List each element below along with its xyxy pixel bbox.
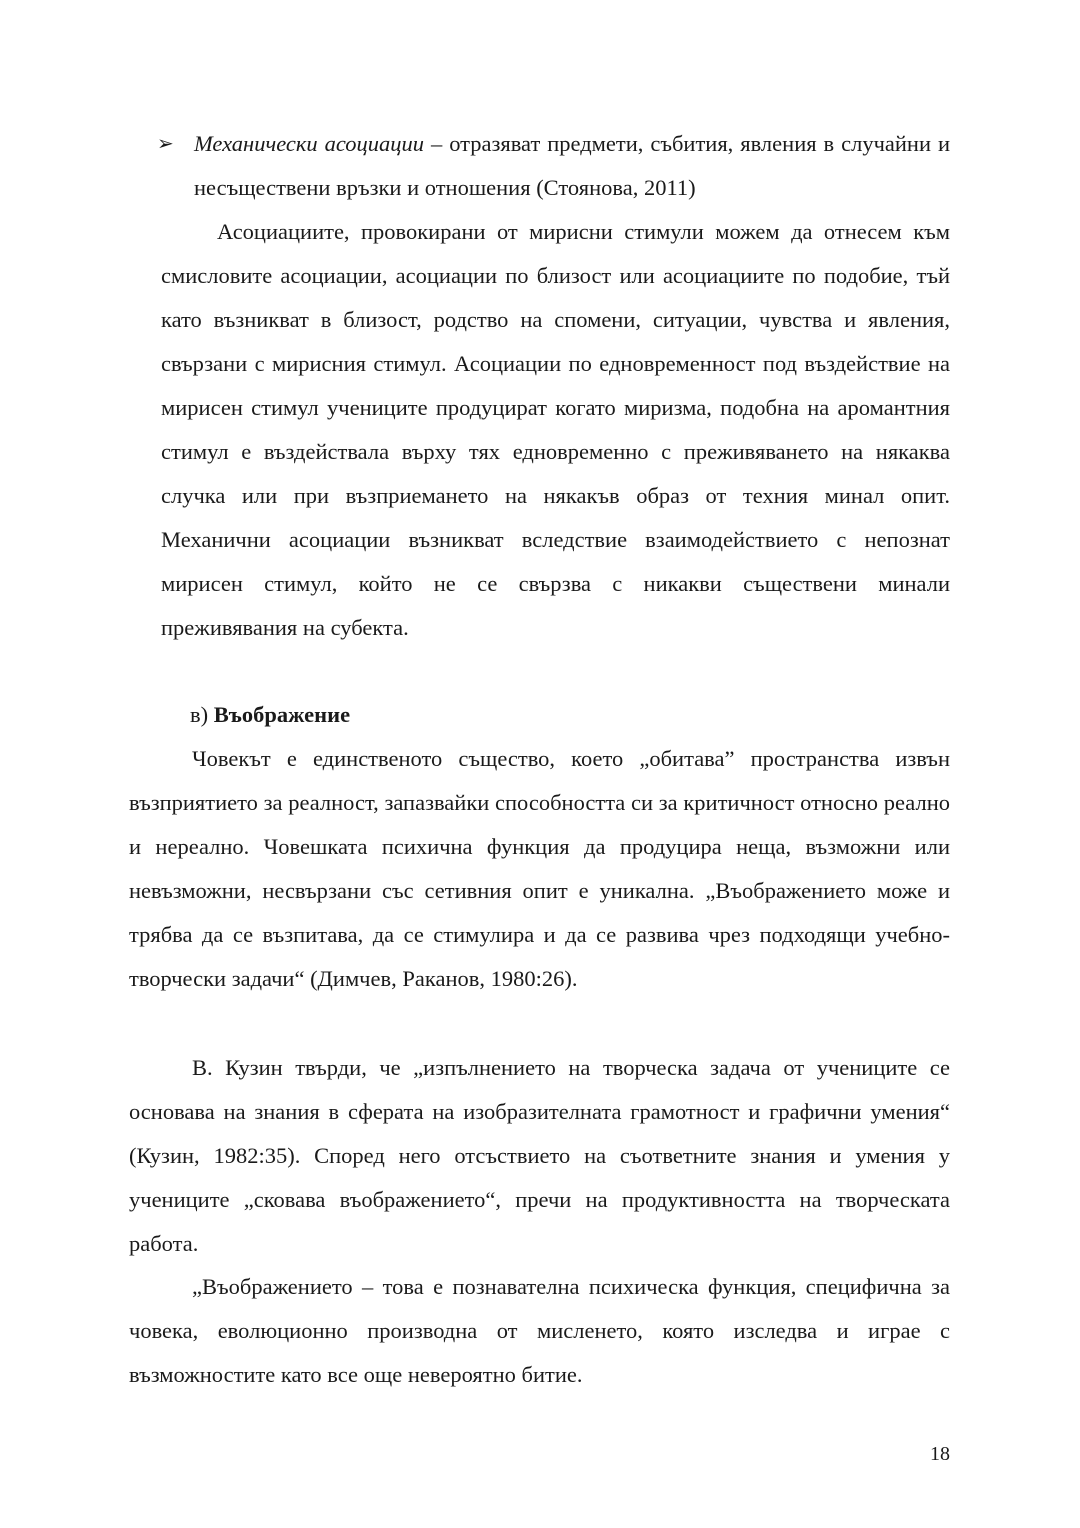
page-number: 18	[930, 1443, 950, 1465]
section-title: Въображение	[213, 702, 351, 727]
bullet-term: Механически асоциации	[194, 131, 425, 156]
body-paragraph: Човекът е единственото същество, което „обитава” пространства извън възприятието за реалност, запазвайки способността си за критичност относно реално и нереално. Човешката психична функция да продуцира неща, възможни или невъзможни, несвързани със сетивния опит е уникална. „Въображението може и трябва да се възпитава, да се стимулира и да се развива чрез подходящи учебно-творчески задачи“ (Димчев, Раканов, 1980:26).	[129, 746, 950, 991]
body-paragraph: В. Кузин твърди, че „изпълнението на творческа задача от учениците се основава на знания в сферата на изобразителната грамотност и графични умения“ (Кузин, 1982:35). Според него отсъствието на съответните знания и умения у учениците „сковава въображението“, пречи на продуктивността на творческата работа.	[129, 1055, 950, 1256]
section-heading	[190, 693, 350, 737]
section-prefix: в)	[190, 702, 214, 727]
bullet-description: – отразяват предмети, събития, явления в случайни и несъществени връзки и отношения (Стоянова, 2011)	[194, 131, 950, 200]
arrow-bullet-icon: ➢	[157, 133, 174, 155]
associations-paragraph: Асоциациите, провокирани от мирисни стимули можем да отнесем към смисловите асоциации, асоциации по близост или асоциациите по подобие, тъй като възникват в близост, родство на спомени, ситуации, чувства и явления, свързани с мирисния стимул. Асоциации по едновременност под въздействие на мирисен стимул учениците продуцират когато миризма, подобна на аромантния стимул е въздействала върху тях едновременно с преживяването на някаква случка или при възприемането на някакъв образ от техния минал опит. Механични асоциации възникват вследствие взаимодействието с непознат мирисен стимул, който не се свързва с никакви съществени минали преживявания на субекта.	[161, 219, 950, 640]
body-paragraph: „Въображението – това е познавателна психическа функция, специфична за човека, еволюционно производна от мисленето, която изследва и играе с възможностите като все още невероятно битие.	[129, 1274, 950, 1387]
bullet-text	[194, 122, 950, 210]
bullet-item	[157, 122, 950, 210]
